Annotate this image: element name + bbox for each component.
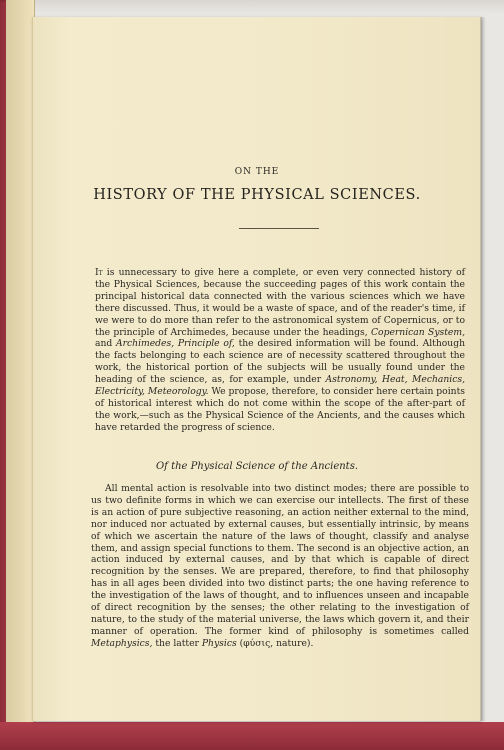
body-text-1: All mental action is resolvable into two distinct modes; there are possible to us two definite forms in which we can exercise our intellects. The first of these is an action of pure subjective reasoning, an action neither external to the mind, nor induced nor actuated by external causes, but essentially intrinsic, by means of which we ascertain the nature of the laws of thought, classify and analyse them, and assign special functions to them. The second is an objective action, an action induced by external causes, and by that which is capable of direct recognition by the senses. We are prepared, therefore, to find that philosophy has in all ages been divided into two distinct parts; the one having reference to the investigation of the laws of thought, and to influences unseen and incapable of direct recognition by the senses; the other relating to the investigation of nature, to the study of the material universe, the laws which govern it, and their manner of operation. The former kind of philosophy is sometimes called: [91, 483, 469, 637]
book-page: [32, 17, 481, 721]
page-edges: [6, 0, 35, 735]
intro-text-4: We propose, therefore, to consider here certain points of historical interest which do not come within the scope of the after-part of the work,—such as the Physical Science of the Ancients, and the causes which have retarded the progress of science.: [95, 386, 465, 433]
body-italic-2: Physics: [201, 637, 237, 649]
body-text-3: (φύσις, nature).: [236, 637, 314, 649]
intro-italic-3: Astronomy, Heat, Mechanics, Electricity, Meteorology.: [95, 374, 465, 398]
page-shadow: [480, 17, 486, 721]
title-rule: [239, 228, 319, 229]
section-title: Of the Physical Science of the Ancients.: [155, 461, 359, 472]
book-cover-bottom: [0, 722, 504, 750]
body-paragraph: [91, 483, 469, 650]
intro-italic-1: Copernican System,: [371, 326, 465, 338]
book-cover-top: [0, 0, 504, 14]
intro-lead: It: [95, 267, 103, 278]
intro-text-1: is unnecessary to give here a complete, or even very connected history of the Physical Sciences, because the succeeding pages of this work contain the principal historical data connected with the various sciences which we have there discussed. Thus, it would be a waste of space, and of the reader's time, if we were to do more than refer to the astronomical system of Copernicus, or to the principle of Archimedes, because under the headings,: [95, 267, 465, 338]
body-italic-1: Metaphysics,: [91, 637, 153, 649]
heading-prefix: ON THE: [234, 167, 280, 177]
body-text-2: the latter: [152, 637, 202, 649]
intro-italic-2: Archimedes, Principle of,: [116, 338, 235, 350]
intro-text-2: and: [95, 338, 116, 350]
intro-paragraph: [95, 267, 465, 434]
page-title: HISTORY OF THE PHYSICAL SCIENCES.: [93, 187, 421, 203]
intro-text-3: the desired information will be found. Although the facts belonging to each science are of necessity scattered throughout the work, the historical portion of the subjects will be usually found under the heading of the science, as, for example, under: [95, 338, 465, 386]
